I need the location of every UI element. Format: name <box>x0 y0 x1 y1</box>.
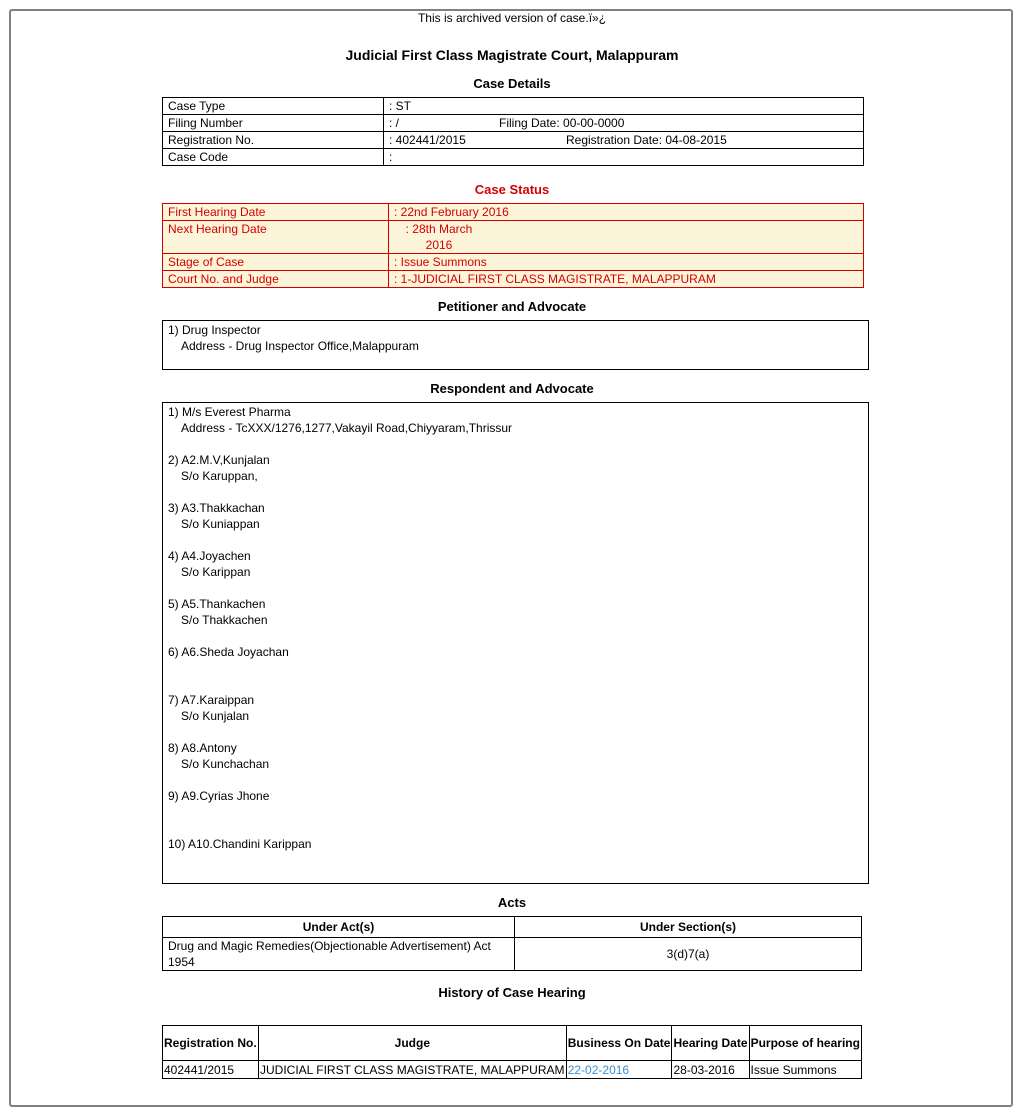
next-hearing-value-line1: : 28th March <box>405 222 473 236</box>
next-hearing-cell <box>389 221 864 254</box>
petitioner-name: 1) Drug Inspector <box>168 323 261 337</box>
respondent-detail <box>168 852 863 868</box>
registration-date: Registration Date: 04-08-2015 <box>566 133 727 147</box>
stage-label: Stage of Case <box>163 254 389 271</box>
first-hearing-row <box>163 204 864 221</box>
court-judge-value: : 1-JUDICIAL FIRST CLASS MAGISTRATE, MALAPPURAM <box>389 271 864 288</box>
respondent-name: 10) A10.Chandini Karippan <box>168 837 312 851</box>
next-hearing-row <box>163 221 864 254</box>
acts-title: Acts <box>497 895 527 910</box>
first-hearing-value: : 22nd February 2016 <box>389 204 864 221</box>
respondent-item <box>168 836 863 868</box>
first-hearing-label: First Hearing Date <box>163 204 389 221</box>
respondent-name: 6) A6.Sheda Joyachan <box>168 645 289 659</box>
history-header-row <box>163 1026 862 1061</box>
case-code-row <box>163 149 864 166</box>
respondent-item <box>168 788 863 820</box>
history-row <box>163 1061 862 1079</box>
case-code-label: Case Code <box>163 149 384 166</box>
registration-no-label: Registration No. <box>163 132 384 149</box>
respondent-item <box>168 548 863 580</box>
history-purpose: Issue Summons <box>749 1061 861 1079</box>
respondent-detail <box>168 804 863 820</box>
stage-value: : Issue Summons <box>389 254 864 271</box>
case-type-row <box>163 98 864 115</box>
respondent-detail: Address - TcXXX/1276,1277,Vakayil Road,Chiyyaram,Thrissur <box>181 421 513 435</box>
next-hearing-label: Next Hearing Date <box>163 221 389 254</box>
respondent-item <box>168 500 863 532</box>
case-code-value: : <box>384 149 864 166</box>
petitioner-detail: Address - Drug Inspector Office,Malappuram <box>181 339 419 353</box>
case-type-label: Case Type <box>163 98 384 115</box>
petitioner-title: Petitioner and Advocate <box>437 299 587 314</box>
petitioner-item <box>168 322 863 354</box>
case-details-title: Case Details <box>473 76 551 91</box>
history-table <box>162 1025 862 1079</box>
respondent-name: 1) M/s Everest Pharma <box>168 405 291 419</box>
respondent-detail: S/o Kunjalan <box>181 709 250 723</box>
respondent-detail: S/o Thakkachen <box>181 613 268 627</box>
respondent-detail: S/o Karuppan, <box>181 469 258 483</box>
respondent-detail: S/o Kuniappan <box>181 517 260 531</box>
filing-number-label: Filing Number <box>163 115 384 132</box>
stage-row <box>163 254 864 271</box>
respondent-detail: S/o Kunchachan <box>181 757 270 771</box>
respondent-item <box>168 596 863 628</box>
respondent-item <box>168 740 863 772</box>
history-header-registration: Registration No. <box>163 1026 259 1061</box>
respondent-name: 7) A7.Karaippan <box>168 693 255 707</box>
acts-row <box>163 938 862 971</box>
history-title: History of Case Hearing <box>438 985 586 1000</box>
history-header-judge: Judge <box>259 1026 567 1061</box>
respondent-detail: S/o Karippan <box>181 565 251 579</box>
respondent-name: 3) A3.Thakkachan <box>168 501 265 515</box>
court-judge-row <box>163 271 864 288</box>
acts-header-section: Under Section(s) <box>515 917 862 938</box>
acts-table <box>162 916 862 971</box>
respondent-item <box>168 644 863 676</box>
case-details-table <box>162 97 864 166</box>
filing-number-cell <box>384 115 864 132</box>
registration-row <box>163 132 864 149</box>
acts-header-row <box>163 917 862 938</box>
registration-cell <box>384 132 864 149</box>
respondent-box <box>162 402 869 884</box>
respondent-name: 5) A5.Thankachen <box>168 597 266 611</box>
case-status-title: Case Status <box>474 182 550 197</box>
history-header-purpose: Purpose of hearing <box>749 1026 861 1061</box>
petitioner-box <box>162 320 869 370</box>
respondent-name: 8) A8.Antony <box>168 741 237 755</box>
business-date-link[interactable]: 22-02-2016 <box>567 1062 630 1077</box>
respondent-name: 2) A2.M.V,Kunjalan <box>168 453 270 467</box>
filing-number-row <box>163 115 864 132</box>
respondent-name: 9) A9.Cyrias Jhone <box>168 789 270 803</box>
history-registration-no: 402441/2015 <box>163 1061 259 1079</box>
respondent-item <box>168 692 863 724</box>
filing-number-value: : / <box>389 116 400 130</box>
history-header-business-date: Business On Date <box>566 1026 672 1061</box>
archived-note: This is archived version of case.ï»¿ <box>417 11 607 25</box>
respondent-name: 4) A4.Joyachen <box>168 549 251 563</box>
history-hearing-date: 28-03-2016 <box>672 1061 749 1079</box>
history-business-date-cell <box>566 1061 672 1079</box>
respondent-item <box>168 404 863 436</box>
respondent-title: Respondent and Advocate <box>430 381 594 396</box>
respondent-detail <box>168 660 863 676</box>
acts-header-act: Under Act(s) <box>163 917 515 938</box>
court-judge-label: Court No. and Judge <box>163 271 389 288</box>
case-type-value: : ST <box>384 98 864 115</box>
court-title: Judicial First Class Magistrate Court, Malappuram <box>345 47 679 63</box>
act-section: 3(d)7(a) <box>515 938 862 971</box>
history-judge: JUDICIAL FIRST CLASS MAGISTRATE, MALAPPURAM <box>260 1062 565 1077</box>
history-header-hearing-date: Hearing Date <box>672 1026 749 1061</box>
respondent-item <box>168 452 863 484</box>
act-name: Drug and Magic Remedies(Objectionable Advertisement) Act 1954 <box>163 938 515 971</box>
next-hearing-value-line2: 2016 <box>425 238 453 252</box>
registration-no-value: : 402441/2015 <box>389 133 466 147</box>
filing-date: Filing Date: 00-00-0000 <box>499 116 625 130</box>
case-status-table <box>162 203 864 288</box>
